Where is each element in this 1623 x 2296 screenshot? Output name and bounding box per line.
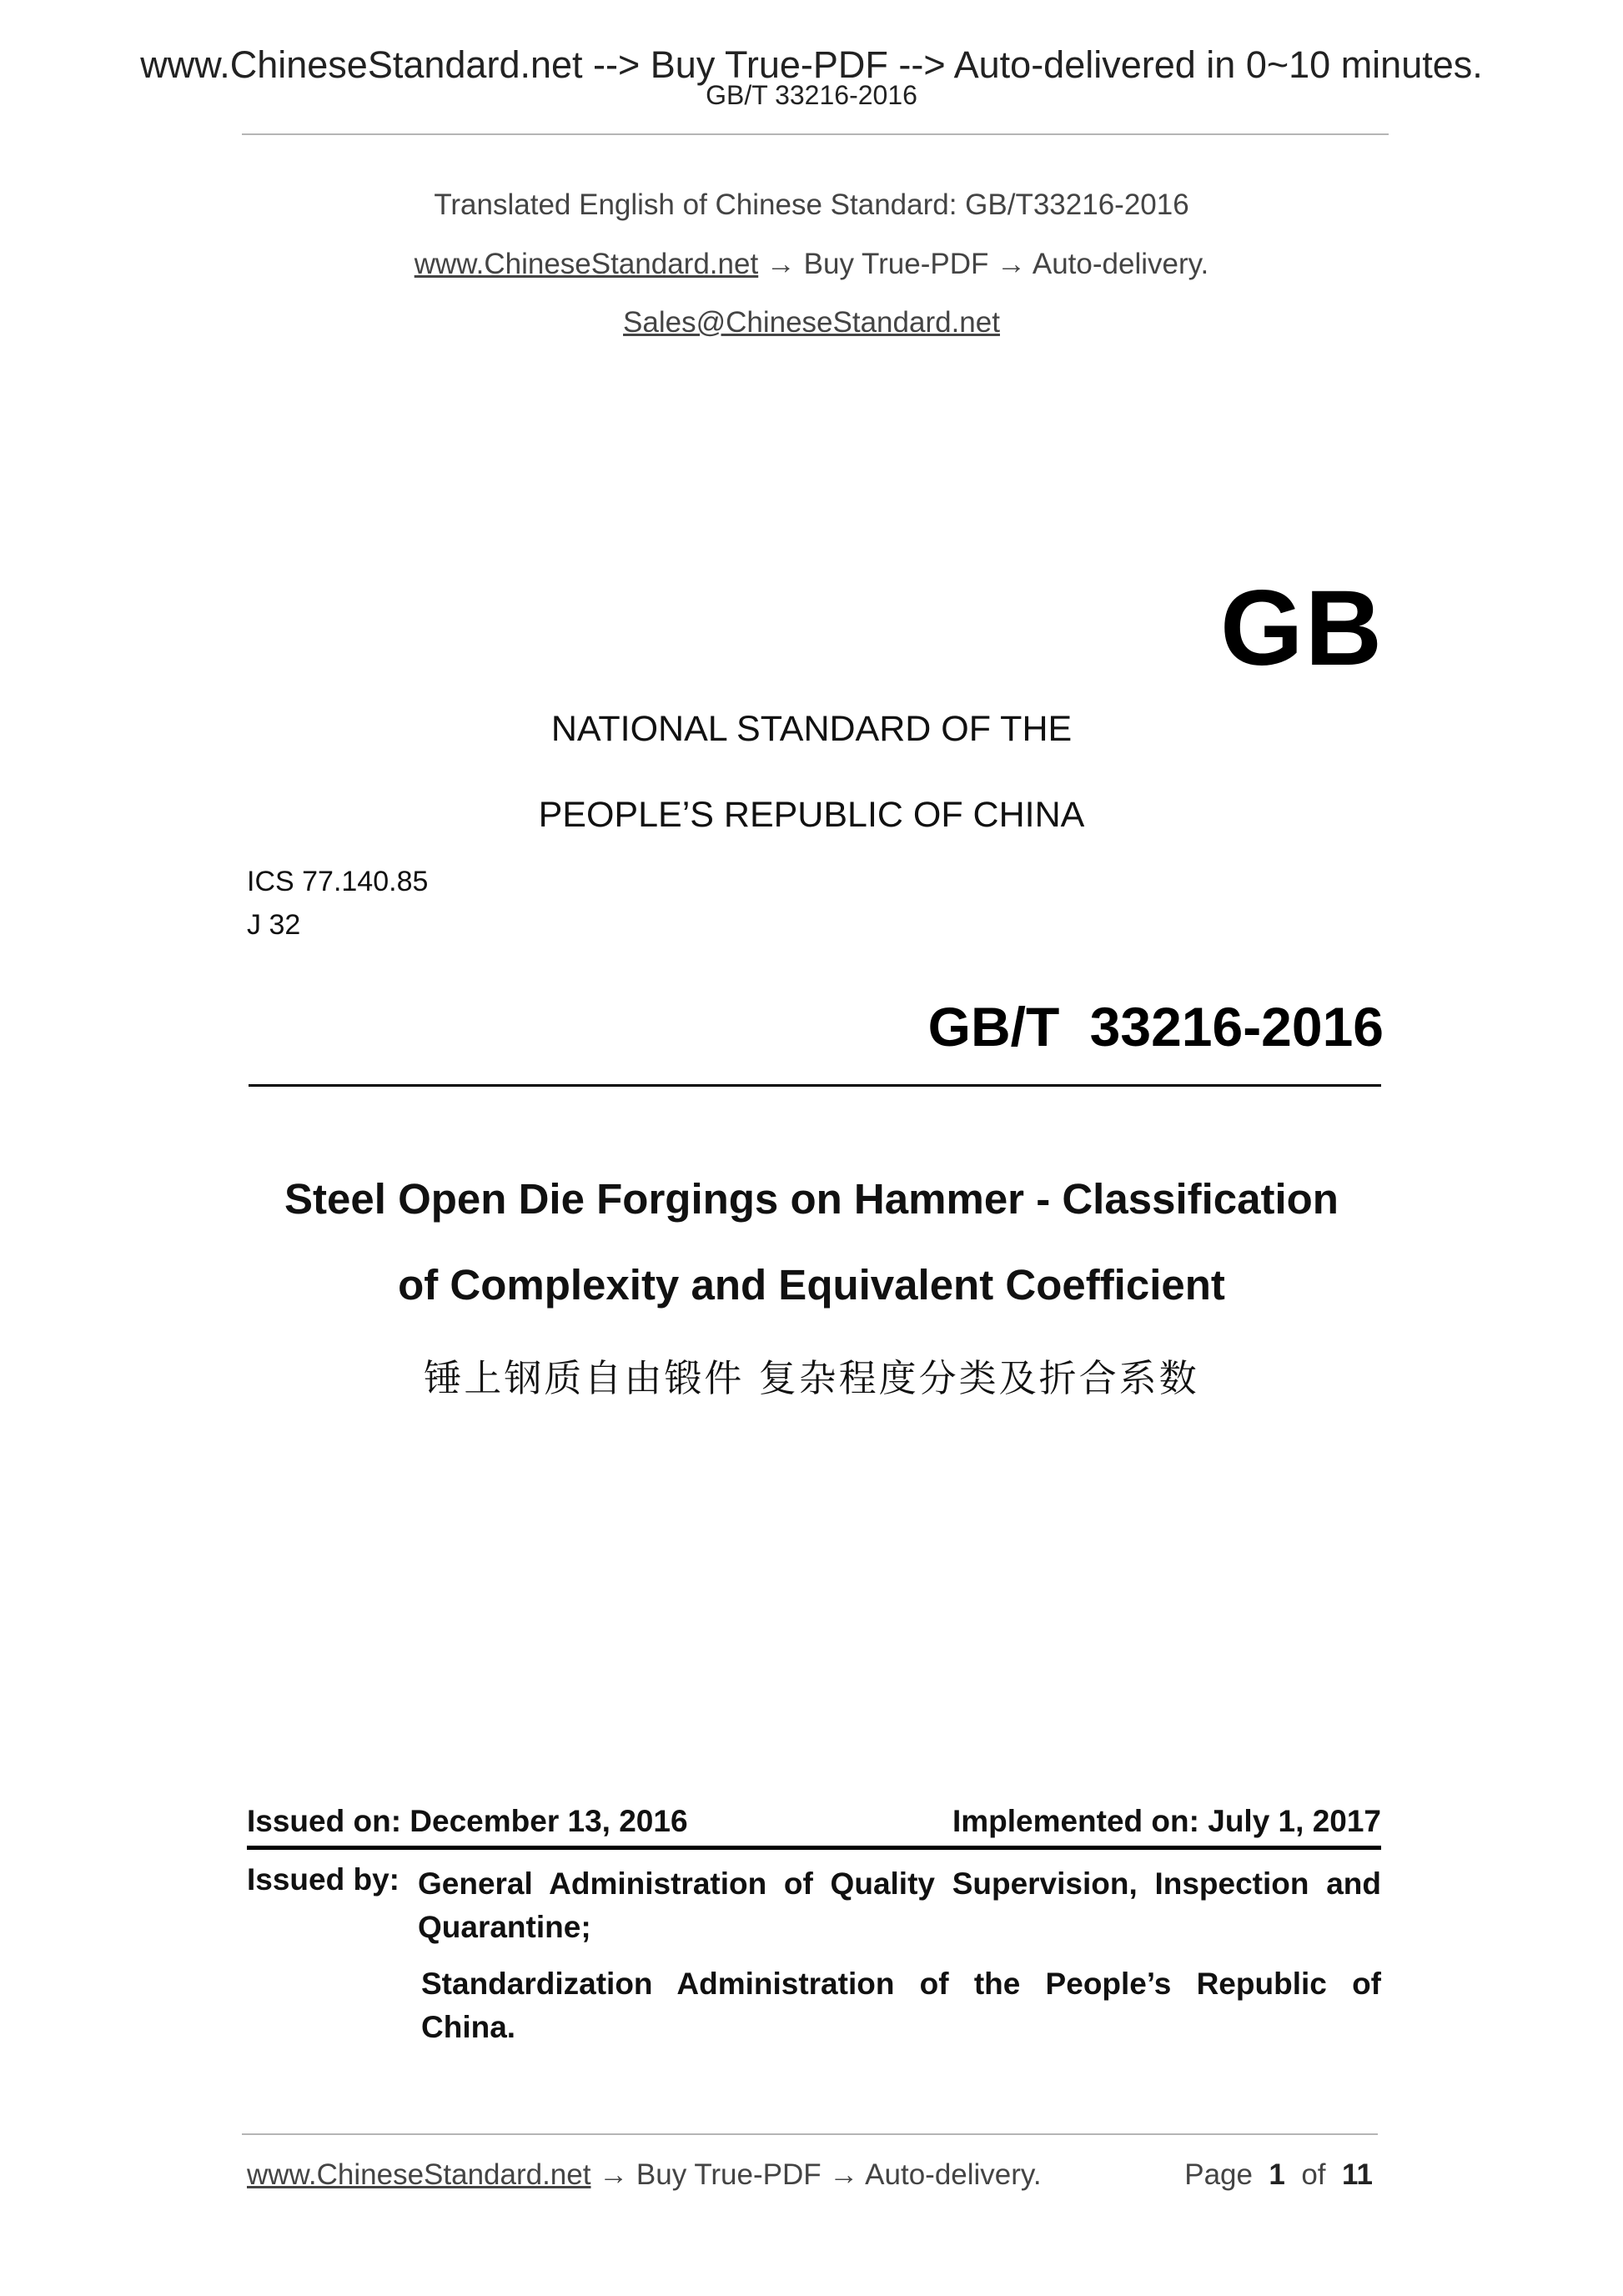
title-divider — [249, 1084, 1381, 1087]
page-of-label: of — [1301, 2158, 1326, 2191]
promo-link-rest: → Buy True-PDF → Auto-delivery. — [758, 248, 1209, 280]
page-label: Page — [1184, 2158, 1253, 2191]
issued-by-label: Issued by: — [247, 1862, 399, 1897]
header-doc-code: GB/T 33216-2016 — [706, 80, 917, 110]
issue-divider — [247, 1846, 1381, 1850]
header-divider — [242, 133, 1389, 135]
ics-code: ICS 77.140.85 — [247, 866, 429, 897]
national-standard-line1: NATIONAL STANDARD OF THE — [550, 709, 1073, 749]
footer-link-rest: → Buy True-PDF → Auto-delivery. — [590, 2158, 1042, 2191]
translation-notice: Translated English of Chinese Standard: GB/T33216-2016 — [434, 188, 1189, 221]
website-link[interactable]: www.ChineseStandard.net — [414, 248, 759, 280]
issued-on-date: Issued on: December 13, 2016 — [247, 1804, 688, 1838]
standard-number: GB/T 33216-2016 — [927, 996, 1384, 1058]
footer-website-link[interactable]: www.ChineseStandard.net — [247, 2158, 591, 2191]
issuer-sac: Standardization Administration of the People’s Republic of China. — [421, 1967, 1381, 2044]
page-total: 11 — [1342, 2158, 1373, 2191]
top-banner: www.ChineseStandard.net --> Buy True-PDF --> Auto-delivered in 0~10 minutes. — [140, 43, 1483, 86]
title-chinese: 锤上钢质自由锻件 复杂程度分类及折合系数 — [424, 1356, 1199, 1400]
promo-line — [0, 248, 1623, 281]
national-standard-line2: PEOPLE’S REPUBLIC OF CHINA — [538, 795, 1085, 835]
page-indicator — [1184, 2158, 1373, 2192]
classification-code: J 32 — [247, 909, 301, 941]
footer-promo — [247, 2158, 1042, 2192]
footer-divider — [242, 2133, 1378, 2135]
title-english-line1: Steel Open Die Forgings on Hammer - Classification — [284, 1175, 1339, 1223]
promo-email-line — [0, 306, 1623, 339]
page-current: 1 — [1269, 2158, 1285, 2191]
implemented-on-date: Implemented on: July 1, 2017 — [952, 1804, 1381, 1838]
title-english-line2: of Complexity and Equivalent Coefficient — [398, 1261, 1225, 1309]
issuer-aqsiq: General Administration of Quality Supervision, Inspection and Quarantine; — [418, 1866, 1381, 1944]
gb-logo: GB — [1220, 569, 1384, 688]
sales-email-link[interactable]: Sales@ChineseStandard.net — [623, 306, 1000, 339]
